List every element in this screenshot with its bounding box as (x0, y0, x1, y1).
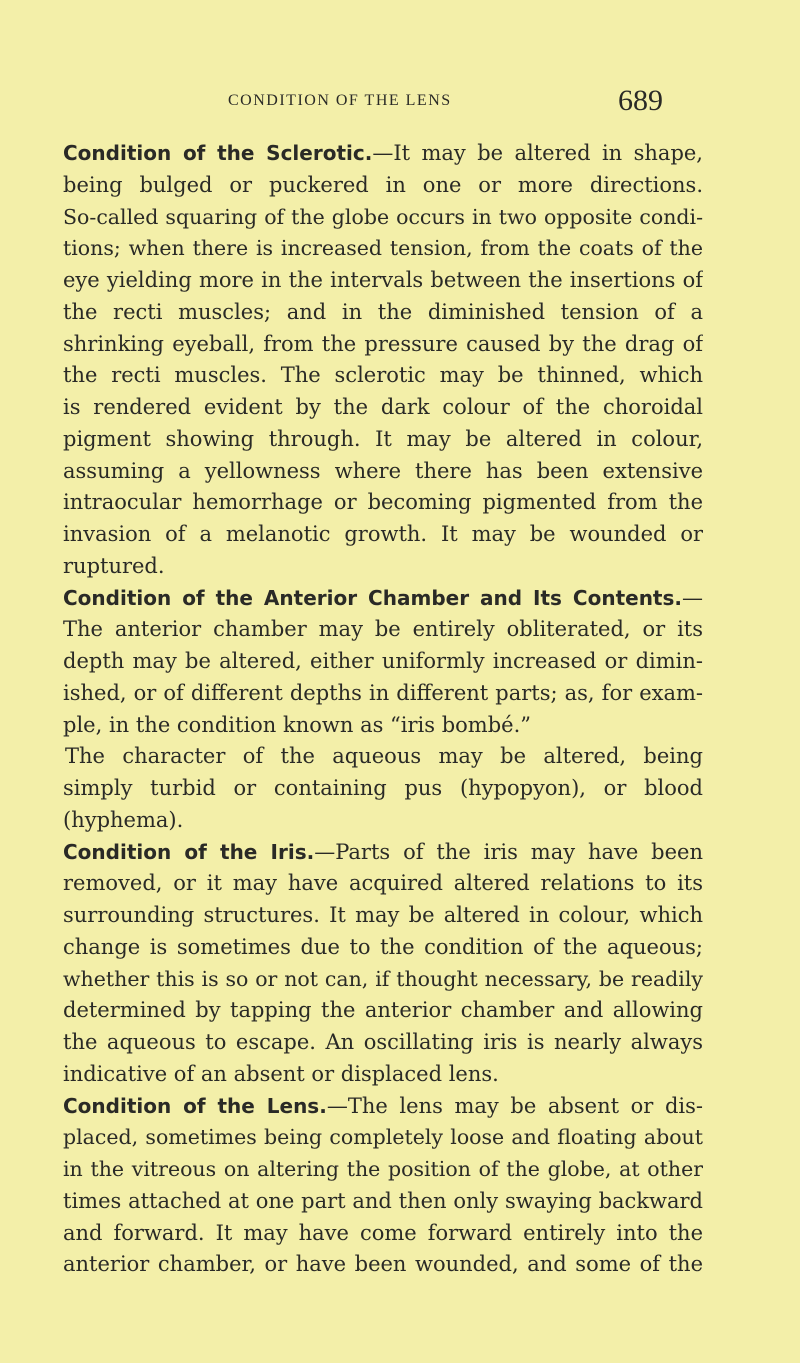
text-line (63, 265, 703, 297)
text-line (63, 170, 703, 202)
line-text: in the vitreous on altering the position of the globe, at other (63, 1157, 703, 1181)
section-heading: Condition of the Lens. (63, 1093, 327, 1118)
line-text: whether this is so or not can, if thought necessary, be readily (63, 966, 703, 991)
line-text: determined by tapping the anterior chamber and allowing (63, 998, 703, 1023)
text-line (63, 551, 703, 583)
body-text (63, 138, 703, 1281)
line-text: tions; when there is increased tension, from the coats of the (63, 236, 703, 261)
text-line (63, 1122, 703, 1154)
line-text: shrinking eyeball, from the pressure caused by the drag of (63, 331, 703, 356)
line-text: ruptured. (63, 553, 165, 578)
section-heading: Condition of the Anterior Chamber and Its Contents. (63, 585, 682, 610)
line-text: and forward. It may have come forward entirely into the (63, 1220, 703, 1245)
line-text: pigment showing through. It may be altered in colour, (63, 426, 703, 451)
text-line (63, 868, 703, 900)
text-line (63, 710, 703, 742)
line-text: (hyphema). (63, 807, 184, 832)
line-text: —Parts of the iris may have been (314, 839, 703, 864)
text-line (63, 932, 703, 964)
page-number: 689 (618, 84, 663, 117)
text-line (63, 424, 703, 456)
text-line (63, 456, 703, 488)
line-text: — (682, 585, 703, 610)
text-line (63, 614, 703, 646)
text-line (63, 1059, 703, 1091)
text-line (63, 741, 703, 773)
text-line (63, 646, 703, 678)
text-line (63, 995, 703, 1027)
line-text: ple, in the condition known as “iris bombé.” (63, 712, 531, 737)
section-heading: Condition of the Sclerotic. (63, 141, 373, 165)
text-line (63, 583, 703, 615)
text-line (63, 1249, 703, 1281)
text-line (63, 678, 703, 710)
line-text: times attached at one part and then only swaying backward (63, 1188, 703, 1213)
line-text: being bulged or puckered in one or more directions. (63, 172, 703, 197)
line-text: ished, or of different depths in different parts; as, for exam- (63, 680, 703, 705)
line-text: eye yielding more in the intervals between the insertions of (63, 268, 703, 292)
text-line (63, 138, 703, 170)
text-line (63, 964, 703, 996)
text-line (63, 837, 703, 869)
text-line (63, 202, 703, 234)
text-line (63, 805, 703, 837)
text-line (63, 360, 703, 392)
line-text: So-called squaring of the globe occurs in two opposite condi- (63, 204, 703, 229)
line-text: indicative of an absent or displaced lens. (63, 1061, 499, 1086)
running-title: CONDITION OF THE LENS (228, 92, 452, 109)
text-line (63, 233, 703, 265)
section-heading: Condition of the Iris. (63, 839, 315, 864)
text-line (63, 1186, 703, 1218)
text-line (63, 1218, 703, 1250)
text-line (63, 1091, 703, 1123)
text-line (63, 900, 703, 932)
text-line (63, 297, 703, 329)
line-text: is rendered evident by the dark colour of the choroidal (63, 395, 703, 419)
text-line (63, 519, 703, 551)
line-text: surrounding structures. It may be altered in colour, which (63, 903, 703, 927)
line-text: assuming a yellowness where there has been extensive (63, 458, 703, 483)
line-text: —It may be altered in shape, (372, 141, 703, 165)
text-line (63, 1154, 703, 1186)
line-text: anterior chamber, or have been wounded, and some of the (63, 1252, 703, 1277)
line-text: the recti muscles. The sclerotic may be thinned, which (63, 363, 703, 388)
line-text: invasion of a melanotic growth. It may be wounded or (63, 522, 703, 546)
text-line (63, 487, 703, 519)
line-text: simply turbid or containing pus (hypopyon), or blood (63, 776, 703, 800)
text-line (63, 329, 703, 361)
line-text: intraocular hemorrhage or becoming pigmented from the (63, 490, 703, 515)
line-text: depth may be altered, either uniformly increased or dimin- (63, 649, 703, 673)
text-line (63, 1027, 703, 1059)
line-text: change is sometimes due to the condition of the aqueous; (63, 934, 703, 959)
line-text: removed, or it may have acquired altered relations to its (63, 871, 703, 896)
line-text: the recti muscles; and in the diminished tension of a (63, 299, 703, 324)
line-text: The anterior chamber may be entirely obliterated, or its (63, 617, 703, 642)
text-line (63, 392, 703, 424)
line-text: The character of the aqueous may be altered, being (65, 744, 703, 769)
running-head (0, 84, 800, 124)
text-line (63, 773, 703, 805)
line-text: —The lens may be absent or dis- (326, 1093, 703, 1118)
line-text: placed, sometimes being completely loose and floating about (63, 1125, 703, 1150)
line-text: the aqueous to escape. An oscillating iris is nearly always (63, 1030, 703, 1054)
